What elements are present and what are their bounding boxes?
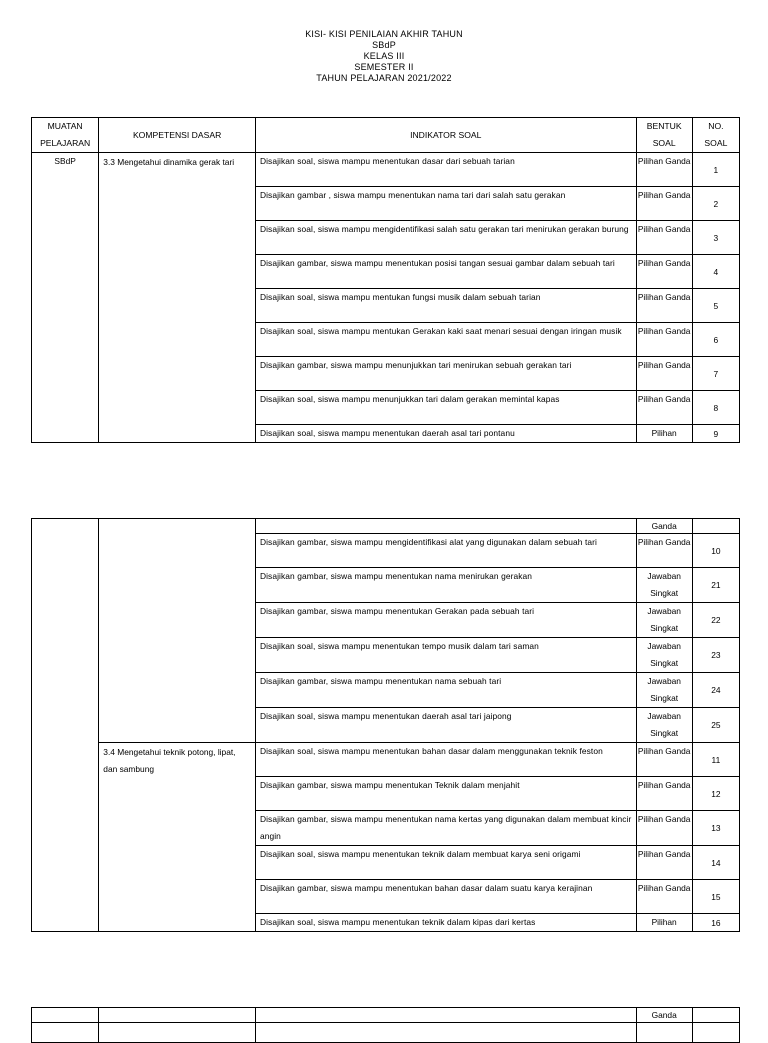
indikator-cell: Disajikan soal, siswa mampu menentukan daerah asal tari pontanu	[255, 425, 636, 443]
indikator-cell: Disajikan soal, siswa mampu menunjukkan tari dalam gerakan memintal kapas	[255, 391, 636, 425]
no-cell: 2	[692, 187, 739, 221]
bentuk-cell: Pilihan Ganda	[636, 255, 692, 289]
bentuk-cell: Pilihan Ganda	[636, 221, 692, 255]
no-cell: 24	[692, 673, 739, 708]
muatan-cell: SBdP	[32, 153, 99, 443]
indikator-cell: Disajikan gambar , siswa mampu menentukan nama tari dari salah satu gerakan	[255, 187, 636, 221]
header-indikator: INDIKATOR SOAL	[255, 118, 636, 153]
indikator-cell: Disajikan soal, siswa mampu mentukan Gerakan kaki saat menari sesuai dengan iringan musik	[255, 323, 636, 357]
bentuk-cell: Ganda	[636, 1008, 692, 1023]
muatan-cell-empty	[32, 1023, 99, 1043]
kompetensi-cell-empty	[99, 1008, 256, 1023]
no-cell: 12	[692, 777, 739, 811]
no-cell: 9	[692, 425, 739, 443]
indikator-cell: Disajikan soal, siswa mampu menentukan teknik dalam membuat karya seni origami	[255, 846, 636, 880]
bentuk-cell: Pilihan	[636, 425, 692, 443]
bentuk-cell: Jawaban Singkat	[636, 673, 692, 708]
no-cell: 7	[692, 357, 739, 391]
table-row	[32, 153, 740, 187]
title-line-3: KELAS III	[363, 51, 405, 61]
table-row	[32, 1023, 740, 1043]
indikator-cell: Disajikan gambar, siswa mampu menentukan Teknik dalam menjahit	[255, 777, 636, 811]
bentuk-cell: Pilihan Ganda	[636, 777, 692, 811]
no-cell: 15	[692, 880, 739, 914]
no-cell: 4	[692, 255, 739, 289]
indikator-cell: Disajikan soal, siswa mampu menentukan teknik dalam kipas dari kertas	[255, 914, 636, 932]
no-cell: 1	[692, 153, 739, 187]
bentuk-cell: Jawaban Singkat	[636, 568, 692, 603]
indikator-cell-empty	[255, 519, 636, 534]
document-header	[0, 29, 768, 84]
table-header-row	[32, 118, 740, 153]
kisi-table-page-1	[31, 117, 740, 443]
header-muatan: MUATAN PELAJARAN	[32, 118, 99, 153]
indikator-cell: Disajikan soal, siswa mampu mengidentifikasi salah satu gerakan tari menirukan gerakan burung	[255, 221, 636, 255]
indikator-cell: Disajikan gambar, siswa mampu menentukan nama sebuah tari	[255, 673, 636, 708]
bentuk-cell: Ganda	[636, 519, 692, 534]
no-cell: 6	[692, 323, 739, 357]
no-cell: 22	[692, 603, 739, 638]
indikator-cell: Disajikan gambar, siswa mampu menentukan bahan dasar dalam suatu karya kerajinan	[255, 880, 636, 914]
kisi-table-page-3	[31, 1007, 740, 1043]
bentuk-cell: Pilihan Ganda	[636, 743, 692, 777]
bentuk-cell: Pilihan Ganda	[636, 846, 692, 880]
no-cell: 14	[692, 846, 739, 880]
indikator-cell: Disajikan soal, siswa mampu mentukan fungsi musik dalam sebuah tarian	[255, 289, 636, 323]
indikator-cell: Disajikan gambar, siswa mampu menentukan nama menirukan gerakan	[255, 568, 636, 603]
bentuk-cell: Pilihan Ganda	[636, 153, 692, 187]
bentuk-cell: Jawaban Singkat	[636, 638, 692, 673]
bentuk-cell: Pilihan	[636, 914, 692, 932]
indikator-cell: Disajikan soal, siswa mampu menentukan daerah asal tari jaipong	[255, 708, 636, 743]
indikator-cell: Disajikan gambar, siswa mampu menentukan posisi tangan sesuai gambar dalam sebuah tari	[255, 255, 636, 289]
bentuk-cell: Pilihan Ganda	[636, 880, 692, 914]
title-line-5: TAHUN PELAJARAN 2021/2022	[316, 73, 452, 83]
table-row	[32, 743, 740, 777]
title-line-1: KISI- KISI PENILAIAN AKHIR TAHUN	[305, 29, 463, 39]
indikator-cell: Disajikan soal, siswa mampu menentukan bahan dasar dalam menggunakan teknik feston	[255, 743, 636, 777]
indikator-cell-empty	[255, 1023, 636, 1043]
no-cell: 23	[692, 638, 739, 673]
no-cell: 13	[692, 811, 739, 846]
no-cell-empty	[692, 1008, 739, 1023]
title-line-4: SEMESTER II	[354, 62, 414, 72]
no-cell-empty	[692, 519, 739, 534]
bentuk-cell: Pilihan Ganda	[636, 357, 692, 391]
no-cell: 25	[692, 708, 739, 743]
indikator-cell-empty	[255, 1008, 636, 1023]
muatan-cell-empty	[32, 519, 99, 932]
table-row	[32, 1008, 740, 1023]
header-no: NO. SOAL	[692, 118, 739, 153]
indikator-cell: Disajikan gambar, siswa mampu menentukan Gerakan pada sebuah tari	[255, 603, 636, 638]
bentuk-cell: Pilihan Ganda	[636, 391, 692, 425]
indikator-cell: Disajikan soal, siswa mampu menentukan dasar dari sebuah tarian	[255, 153, 636, 187]
no-cell: 16	[692, 914, 739, 932]
no-cell: 10	[692, 534, 739, 568]
bentuk-cell: Pilihan Ganda	[636, 534, 692, 568]
no-cell: 3	[692, 221, 739, 255]
header-kompetensi: KOMPETENSI DASAR	[99, 118, 256, 153]
bentuk-cell-empty	[636, 1023, 692, 1043]
no-cell-empty	[692, 1023, 739, 1043]
kompetensi-cell-empty	[99, 1023, 256, 1043]
indikator-cell: Disajikan soal, siswa mampu menentukan tempo musik dalam tari saman	[255, 638, 636, 673]
no-cell: 21	[692, 568, 739, 603]
no-cell: 8	[692, 391, 739, 425]
no-cell: 5	[692, 289, 739, 323]
indikator-cell: Disajikan gambar, siswa mampu mengidentifikasi alat yang digunakan dalam sebuah tari	[255, 534, 636, 568]
kompetensi-cell: 3.4 Mengetahui teknik potong, lipat, dan sambung	[99, 743, 256, 932]
no-cell: 11	[692, 743, 739, 777]
bentuk-cell: Jawaban Singkat	[636, 603, 692, 638]
bentuk-cell: Pilihan Ganda	[636, 323, 692, 357]
kompetensi-cell: 3.3 Mengetahui dinamika gerak tari	[99, 153, 256, 443]
indikator-cell: Disajikan gambar, siswa mampu menunjukkan tari menirukan sebuah gerakan tari	[255, 357, 636, 391]
muatan-cell-empty	[32, 1008, 99, 1023]
indikator-cell: Disajikan gambar, siswa mampu menentukan nama kertas yang digunakan dalam membuat kincir angin	[255, 811, 636, 846]
table-row	[32, 519, 740, 534]
bentuk-cell: Pilihan Ganda	[636, 811, 692, 846]
kompetensi-cell-empty	[99, 519, 256, 743]
bentuk-cell: Pilihan Ganda	[636, 187, 692, 221]
bentuk-cell: Pilihan Ganda	[636, 289, 692, 323]
title-line-2: SBdP	[372, 40, 396, 50]
header-bentuk: BENTUK SOAL	[636, 118, 692, 153]
bentuk-cell: Jawaban Singkat	[636, 708, 692, 743]
kisi-table-page-2	[31, 518, 740, 932]
